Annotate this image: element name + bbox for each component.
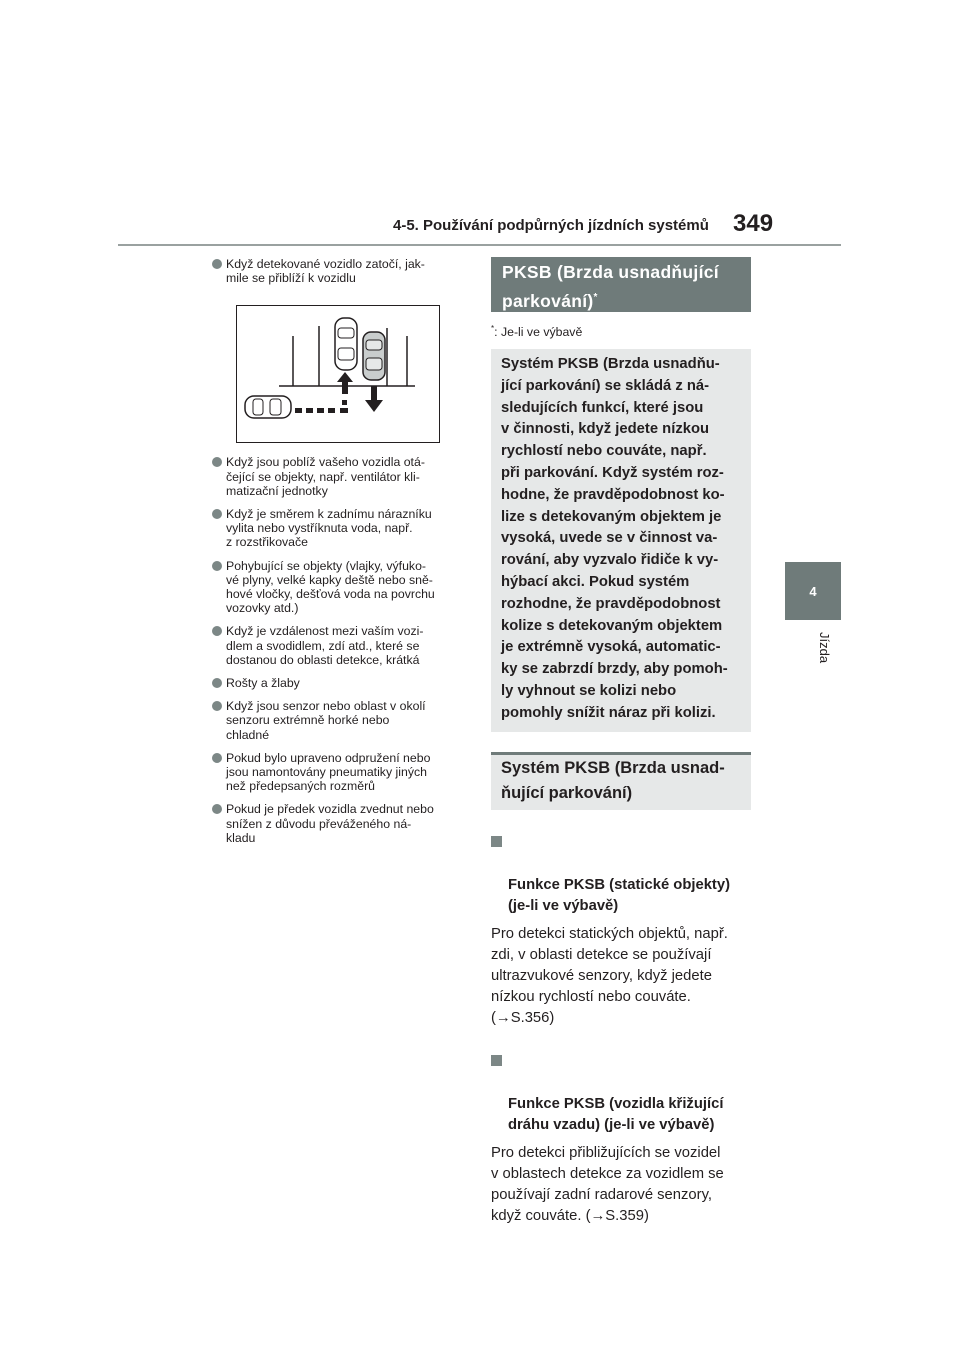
header-divider: [118, 244, 841, 246]
list-item-text: Pokud bylo upraveno odpružení nebo jsou namontovány pneumatiky jiných než předepsaných rozměrů: [226, 750, 431, 794]
list-item-text: Když je směrem k zadnímu nárazníku vylita nebo vystříknuta voda, např. z rozstřikovače: [226, 507, 432, 550]
list-item-text: Když jsou poblíž vašeho vozidla otá- čející se objekty, např. ventilátor kli- matizační jednotky: [226, 455, 425, 498]
turn-arrow-icon: [337, 372, 353, 394]
section-title: 4-5. Používání podpůrných jízdních systémů: [393, 217, 709, 234]
footnote: [491, 324, 751, 349]
pksb-title-text: PKSB (Brzda usnadňující parkování): [502, 262, 719, 311]
list-item: [212, 802, 474, 845]
right-column: [491, 257, 751, 1227]
bullet-dot-icon: [212, 626, 222, 636]
list-item: [212, 624, 474, 667]
bullet-dot-icon: [212, 753, 222, 763]
parking-scene-illustration: [237, 306, 439, 442]
page-number: 349: [733, 210, 774, 237]
list-item: [212, 257, 474, 285]
list-item-text: Pohybující se objekty (vlajky, výfuko- vé plyny, velké kapky deště nebo sně- hové vločky, dešťová voda na povrchu vozovky atd.): [226, 558, 435, 616]
subsection-body: Pro detekci statických objektů, např. zdi, v oblasti detekce se používají ultrazvukové senzory, když jedete nízkou rychlostí nebo couváte. (→S.356): [491, 925, 728, 1026]
footnote-text: : Je-li ve výbavě: [494, 325, 583, 340]
bullet-dot-icon: [212, 701, 222, 711]
list-item-text: Když je vzdálenost mezi vaším vozi- dlem a svodidlem, zdí atd., které se dostanou do oblasti detekce, krátká: [226, 624, 424, 667]
left-column: [212, 257, 474, 854]
square-bullet-icon: [491, 1055, 502, 1066]
bullet-dot-icon: [212, 509, 222, 519]
parking-diagram: [236, 305, 440, 443]
list-item: [212, 455, 474, 498]
list-item-text: Když detekované vozidlo zatočí, jak- mile se přiblíží k vozidlu: [226, 257, 425, 286]
list-item: [212, 751, 474, 794]
list-item-text: Když jsou senzor nebo oblast v okolí senzoru extrémně horké nebo chladné: [226, 699, 426, 742]
bullet-dot-icon: [212, 561, 222, 571]
section-heading: Systém PKSB (Brzda usnad- ňující parkování): [491, 752, 751, 810]
subsection-heading: [491, 1051, 751, 1137]
title-footnote-mark: *: [593, 292, 598, 303]
subsection-heading-text: Funkce PKSB (statické objekty) (je-li ve výbavě): [508, 876, 731, 915]
approaching-car-icon: [245, 396, 291, 418]
pksb-title-banner: [491, 257, 751, 312]
summary-box: Systém PKSB (Brzda usnadňu- jící parkování) se skládá z ná- sledujících funkcí, které jsou v činnosti, když jedete nízkou rychlostí nebo couváte, např. při parkování. Když systém roz- hodne, že pravděpodobnost ko- lize s detekovaným objektem je vysoká, uvede se v činnost va- rování, aby vyzvalo řidiče k vy- hýbací akci. Pokud systém rozhodne, že pravděpodobnost kolize s detekovaným objektem je extrémně vysoká, automatic- ky se zabrzdí brzdy, aby pomoh- ly vyhnout se kolizi nebo pomohly snížit náraz při kolizi.: [491, 349, 751, 732]
bullet-dot-icon: [212, 678, 222, 688]
list-item: [212, 559, 474, 616]
parked-car-icon: [335, 318, 357, 370]
list-item-text: Pokud je předek vozidla zvednut nebo snížen z důvodu převáženého ná- kladu: [226, 802, 434, 845]
list-item: [212, 507, 474, 550]
chapter-tab: 4: [785, 562, 841, 620]
bullet-dot-icon: [212, 259, 222, 269]
bullet-dot-icon: [212, 457, 222, 467]
bullet-dot-icon: [212, 804, 222, 814]
vehicle-path-dots: [295, 400, 348, 413]
own-car-icon: [363, 332, 385, 380]
list-item: [212, 676, 474, 690]
footnote-mark: *: [491, 324, 495, 333]
subsection-heading: [491, 832, 751, 918]
square-bullet-icon: [491, 836, 502, 847]
reverse-arrow-icon: [365, 386, 383, 412]
subsection-heading-text: Funkce PKSB (vozidla křižující dráhu vzadu) (je-li ve výbavě): [508, 1095, 724, 1134]
chapter-label: Jízda: [817, 632, 832, 664]
list-item-text: Rošty a žlaby: [226, 676, 300, 691]
list-item: [212, 699, 474, 742]
subsection-body: Pro detekci přibližujících se vozidel v oblastech detekce za vozidlem se používají zadní radarové senzory, když couváte. (→S.359): [491, 1144, 724, 1224]
